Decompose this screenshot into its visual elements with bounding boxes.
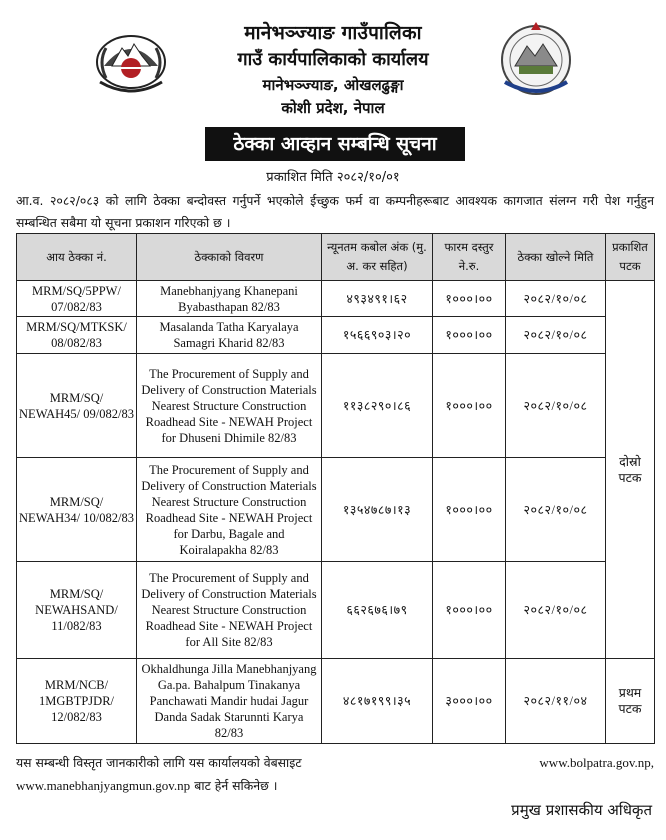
contract-no-cell: MRM/SQ/ NEWAHSAND/ 11/082/83 <box>17 562 137 659</box>
min-bid-cell: १३५४७८७।१३ <box>322 458 433 562</box>
published-date: प्रकाशित मिति २०८२/१०/०१ <box>266 170 400 185</box>
min-bid-cell: ४८१७१९९।३५ <box>322 659 433 744</box>
contract-no-cell: MRM/SQ/5PPW/ 07/082/83 <box>17 281 137 317</box>
min-bid-cell: ४९३४९१।६२ <box>322 281 433 317</box>
publication-stage-first: प्रथम पटक <box>606 659 655 744</box>
office-name: गाउँ कार्यपालिकाको कार्यालय <box>237 49 429 70</box>
col-header-form-fee: फारम दस्तुर ने.रु. <box>433 234 506 281</box>
table-row <box>17 659 655 744</box>
description-cell: The Procurement of Supply and Delivery of Construction Materials Nearest Structure Construction Roadhead Site - NEWAH Project for Darbu, Bagale and Koiralapakha 82/83 <box>137 458 322 562</box>
opening-date-cell: २०८२/१०/०८ <box>506 354 606 458</box>
footer-info-line <box>16 752 654 774</box>
min-bid-cell: ६६२६७६।७९ <box>322 562 433 659</box>
contract-no-cell: MRM/SQ/ NEWAH34/ 10/082/83 <box>17 458 137 562</box>
footer-tail-text: बाट हेर्न सकिनेछ । <box>194 778 278 793</box>
footer-second-line <box>16 776 277 797</box>
notice-title-banner: ठेक्का आव्हान सम्बन्धि सूचना <box>205 127 465 161</box>
col-header-contract-no: आय ठेक्का नं. <box>17 234 137 281</box>
municipality-name: मानेभञ्ज्याङ गाउँपालिका <box>244 22 422 44</box>
office-location: मानेभञ्ज्याङ, ओखलढुङ्गा <box>262 76 404 94</box>
table-header-row <box>17 234 655 281</box>
col-header-description: ठेक्काको विवरण <box>137 234 322 281</box>
publication-stage-second: दोस्रो पटक <box>606 281 655 659</box>
col-header-min-bid: न्यूनतम कबोल अंक (मु. अ. कर सहित) <box>322 234 433 281</box>
table-row <box>17 317 655 354</box>
form-fee-cell: १०००।०० <box>433 562 506 659</box>
province-country: कोशी प्रदेश, नेपाल <box>281 99 385 117</box>
table-row <box>17 562 655 659</box>
bolpatra-website-link[interactable]: www.bolpatra.gov.np, <box>539 755 654 770</box>
signatory-title: प्रमुख प्रशासकीय अधिकृत <box>511 801 652 819</box>
description-cell: Masalanda Tatha Karyalaya Samagri Kharid 82/83 <box>137 317 322 354</box>
intro-paragraph: आ.व. २०८२/०८३ को लागि ठेक्का बन्दोवस्त गर्नुपर्ने भएकोले ईच्छुक फर्म वा कम्पनीहरूबाट आवश्यक कागजात संलग्न गरी पेश गर्नुहुन सम्बन्धित सबैमा यो सूचना प्रकाशन गरिएको छ । <box>16 193 654 230</box>
contract-no-cell: MRM/SQ/ NEWAH45/ 09/082/83 <box>17 354 137 458</box>
form-fee-cell: ३०००।०० <box>433 659 506 744</box>
min-bid-cell: ११३८२९०।८६ <box>322 354 433 458</box>
description-cell: Okhaldhunga Jilla Manebhanjyang Ga.pa. Bahalpum Tinakanya Panchawati Mandir hudai Jagur Danda Sadak Starunnti Karya 82/83 <box>137 659 322 744</box>
footer-info-text: यस सम्बन्धी विस्तृत जानकारीको लागि यस कार्यालयको वेबसाइट <box>16 755 302 770</box>
contract-no-cell: MRM/NCB/ 1MGBTPJDR/ 12/082/83 <box>17 659 137 744</box>
form-fee-cell: १०००।०० <box>433 354 506 458</box>
opening-date-cell: २०८२/१०/०८ <box>506 458 606 562</box>
col-header-opening-date: ठेक्का खोल्ने मिति <box>506 234 606 281</box>
min-bid-cell: १५६६९०३।२० <box>322 317 433 354</box>
opening-date-cell: २०८२/११/०४ <box>506 659 606 744</box>
contract-no-cell: MRM/SQ/MTKSK/ 08/082/83 <box>17 317 137 354</box>
form-fee-cell: १०००।०० <box>433 458 506 562</box>
table-row <box>17 281 655 317</box>
opening-date-cell: २०८२/१०/०८ <box>506 317 606 354</box>
municipality-website-link[interactable]: www.manebhanjyangmun.gov.np <box>16 778 191 793</box>
description-cell: Manebhanjyang Khanepani Byabasthapan 82/83 <box>137 281 322 317</box>
tender-table <box>16 233 655 744</box>
table-row <box>17 354 655 458</box>
opening-date-cell: २०८२/१०/०८ <box>506 281 606 317</box>
form-fee-cell: १०००।०० <box>433 317 506 354</box>
table-row <box>17 458 655 562</box>
opening-date-cell: २०८२/१०/०८ <box>506 562 606 659</box>
description-cell: The Procurement of Supply and Delivery of Construction Materials Nearest Structure Construction Roadhead Site - NEWAH Project for All Site 82/83 <box>137 562 322 659</box>
form-fee-cell: १०००।०० <box>433 281 506 317</box>
description-cell: The Procurement of Supply and Delivery of Construction Materials Nearest Structure Construction Roadhead Site - NEWAH Project for Dhuseni Dhimile 82/83 <box>137 354 322 458</box>
col-header-publication: प्रकाशित पटक <box>606 234 655 281</box>
